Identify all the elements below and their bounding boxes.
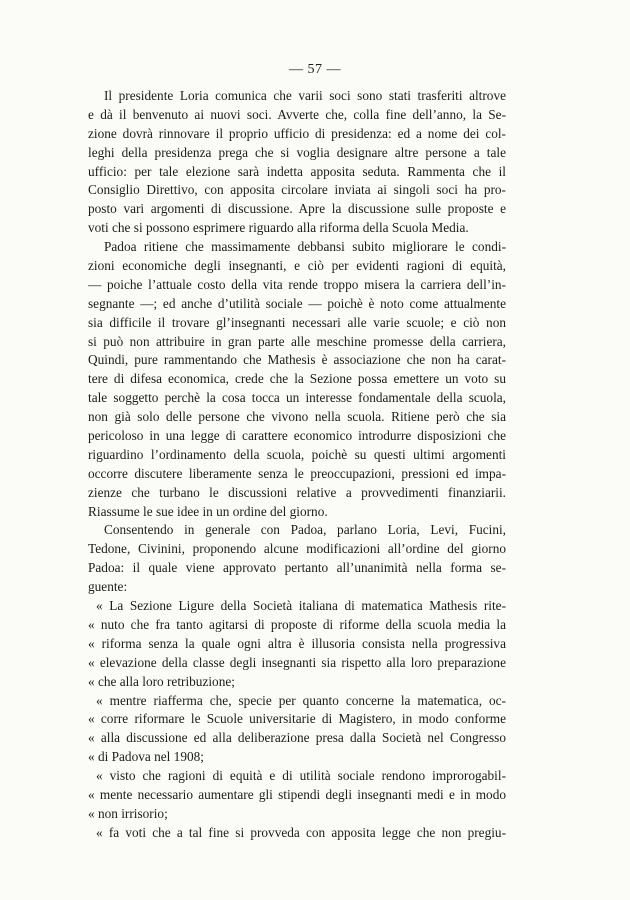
text-line: sia difficile il trovare gl’insegnanti necessari alle varie scuole; e ciò non (88, 314, 506, 330)
text-line: Il presidente Loria comunica che varii soci sono stati trasferiti altrove (104, 88, 506, 103)
text-line: « elevazione della classe degli insegnanti sia rispetto alla loro preparazione (88, 654, 506, 670)
text-line: voti che si possono esprimere riguardo alla riforma della Scuola Media. (88, 220, 469, 236)
text-line: — poiche l’attuale costo della vita rende troppo misera la carriera dell’in- (88, 276, 506, 292)
text-line: e dà il benvenuto ai nuovi soci. Avverte che, colla fine dell’anno, la Se- (88, 106, 506, 122)
text-line: « riforma senza la quale ogni altra è illusoria consista nella progressiva (88, 635, 506, 651)
text-line: Quindi, pure rammentando che Mathesis è associazione che non ha carat- (88, 352, 506, 368)
text-line: « mentre riafferma che, specie per quanto concerne la matematica, oc- (96, 692, 506, 708)
text-line: guente: (88, 579, 128, 595)
text-line: « non irrisorio; (88, 805, 168, 821)
text-line: zienze che turbano le discussioni relative a provvedimenti finanziarii. (88, 484, 506, 500)
text-line: « nuto che fra tanto agitarsi di proposte di riforme della scuola media la (88, 616, 506, 632)
text-line: occorre discutere liberamente senza le preoccupazioni, pressioni ed impa- (88, 465, 506, 481)
text-line: Padoa: il quale viene approvato pertanto all’unanimità nella forma se- (88, 560, 506, 576)
text-line: Consentendo in generale con Padoa, parlano Loria, Levi, Fucini, (104, 522, 506, 538)
text-line: zione dovrà rinnovare il proprio ufficio di presidenza: ed a nome dei col- (88, 125, 506, 141)
text-line: Padoa ritiene che massimamente debbansi subito migliorare le condi- (104, 239, 506, 255)
text-line: Riassume le sue idee in un ordine del giorno. (88, 503, 328, 519)
text-line: pericoloso in una legge di carattere economico introdurre disposizioni che (88, 428, 506, 444)
text-line: « fa voti che a tal fine si provveda con apposita legge che non pregiu- (96, 824, 506, 840)
text-line: posto vari argomenti di discussione. Apre la discussione sulle proposte e (88, 201, 506, 217)
text-line: segnante —; ed anche d’utilità sociale — poichè è noto come attualmente (88, 295, 506, 311)
text-line: non già solo delle persone che vivono nella scuola. Ritiene però che sia (88, 409, 506, 425)
text-line: « visto che ragioni di equità e di utilità sociale rendono improrogabil- (96, 768, 506, 784)
page-body (88, 87, 506, 843)
text-line: si può non attribuire in gran parte alle meschine promesse della carriera, (88, 333, 506, 349)
text-line: ufficio: per tale elezione sarà indetta apposita seduta. Rammenta che il (88, 163, 506, 179)
text-line: Consiglio Direttivo, con apposita circolare inviata ai singoli soci ha pro- (88, 182, 506, 198)
text-line: zioni economiche degli insegnanti, e ciò per evidenti ragioni di equità, (88, 258, 506, 274)
text-line: « corre riformare le Scuole universitarie di Magistero, in modo conforme (88, 711, 506, 727)
text-line: leghi della presidenza prega che si voglia designare altre persone a tale (88, 144, 506, 160)
text-line: « che alla loro retribuzione; (88, 673, 235, 689)
page-number: — 57 — (289, 62, 341, 77)
text-line: tale soggetto perchè la cosa tocca un interesse fondamentale della scuola, (88, 390, 506, 406)
text-line: « di Padova nel 1908; (88, 749, 204, 765)
text-line: « La Sezione Ligure della Società italiana di matematica Mathesis rite- (96, 598, 506, 614)
text-line: riguardino l’ordinamento della scuola, poichè su questi ultimi argomenti (88, 446, 506, 462)
text-line: Tedone, Civinini, proponendo alcune modificazioni all’ordine del giorno (88, 541, 506, 557)
text-line: tere di difesa economica, crede che la Sezione possa emettere un voto su (88, 371, 506, 387)
text-line: « mente necessario aumentare gli stipendi degli insegnanti medi e in modo (88, 786, 506, 802)
text-line: « alla discussione ed alla deliberazione presa dalla Società nel Congresso (88, 730, 506, 746)
